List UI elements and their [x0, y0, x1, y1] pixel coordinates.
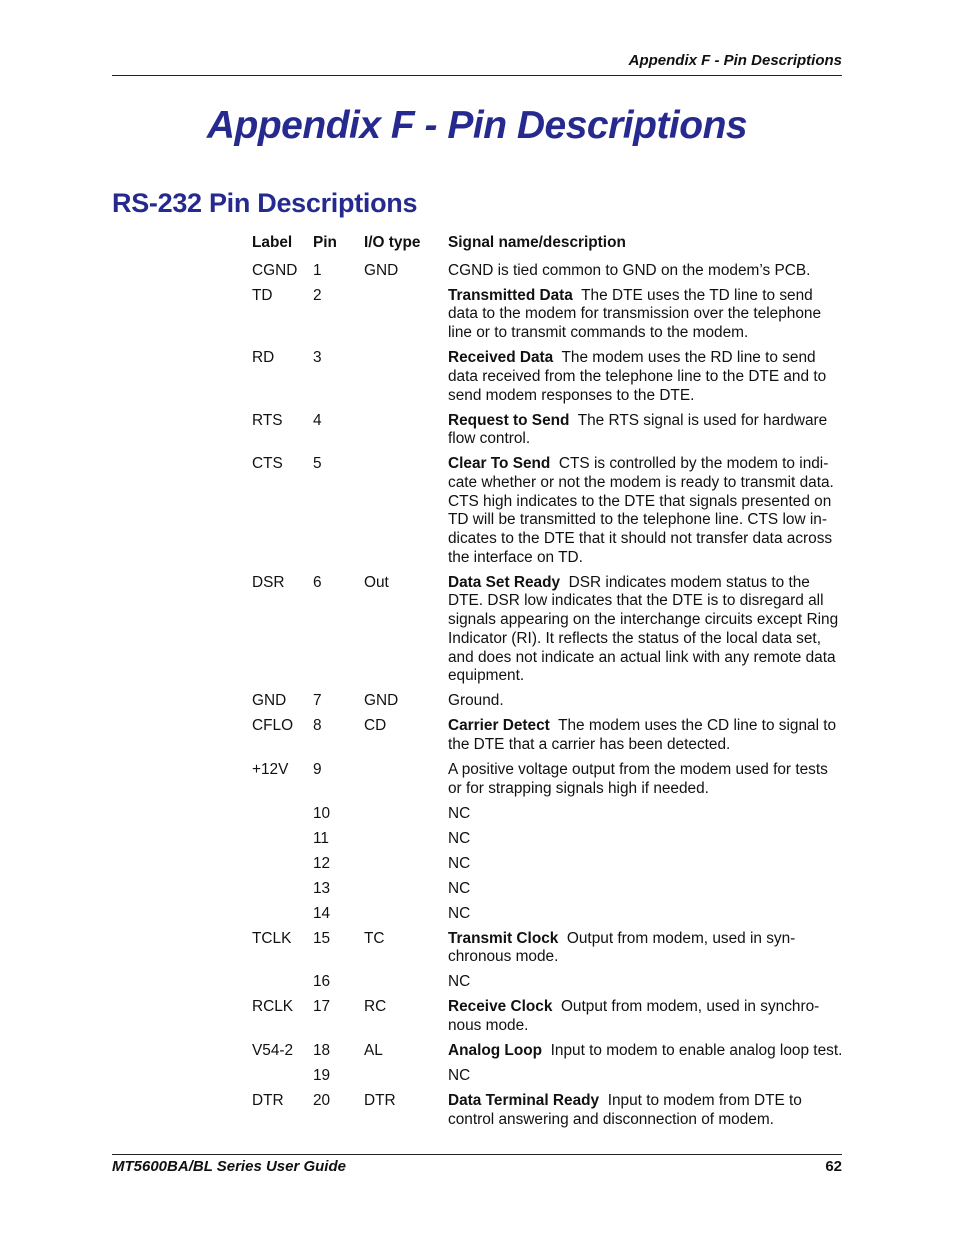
cell-pin: 20	[313, 1092, 331, 1110]
column-header-io-type: I/O type	[364, 234, 421, 251]
header-rule	[112, 75, 842, 76]
page-number: 62	[825, 1158, 842, 1175]
cell-description	[448, 998, 844, 1042]
table-row	[252, 1042, 844, 1067]
cell-pin: 2	[313, 286, 322, 304]
cell-label: GND	[252, 692, 287, 710]
signal-description: The modem uses the RD line to send data received from the telephone line to the DTE and to send modem responses to the DTE.	[448, 349, 827, 404]
cell-pin: 18	[313, 1042, 331, 1060]
cell-io-type	[364, 973, 448, 998]
cell-description	[448, 287, 844, 349]
cell-description	[448, 1092, 844, 1136]
cell-description	[448, 692, 844, 717]
cell-pin: 4	[313, 411, 322, 429]
cell-pin: 6	[313, 573, 322, 591]
cell-io-type	[364, 412, 448, 456]
signal-description: CTS is controlled by the modem to indi-cate whether or not the modem is ready to transmit data. CTS high indicates to the DTE that signals presented on TD will be transmitted to the telephone line. CTS low in-dicates to the DTE that it should not transfer data across the interface on TD.	[448, 455, 834, 566]
cell-pin: 19	[313, 1067, 331, 1085]
cell-label: RCLK	[252, 998, 294, 1016]
cell-pin: 14	[313, 904, 331, 922]
cell-io-type	[364, 830, 448, 855]
table-row	[252, 855, 844, 880]
cell-description	[448, 855, 844, 880]
cell-label: TCLK	[252, 929, 292, 947]
cell-io-type: RC	[364, 998, 387, 1016]
cell-description	[448, 1042, 844, 1067]
signal-name: Carrier Detect	[448, 717, 550, 735]
cell-label	[252, 973, 307, 998]
cell-label: CGND	[252, 261, 298, 279]
signal-description: A positive voltage output from the modem used for tests or for strapping signals high if needed.	[448, 760, 828, 797]
cell-label: CTS	[252, 455, 283, 473]
cell-pin: 13	[313, 879, 331, 897]
signal-description: Ground.	[448, 692, 504, 710]
cell-label: V54-2	[252, 1042, 294, 1060]
table-row	[252, 574, 844, 693]
cell-description	[448, 930, 844, 974]
signal-name: Request to Send	[448, 411, 570, 429]
cell-label: RTS	[252, 411, 283, 429]
cell-description	[448, 349, 844, 411]
table-header-row	[252, 234, 844, 262]
table-row	[252, 692, 844, 717]
cell-label	[252, 880, 307, 905]
table-row	[252, 761, 844, 805]
cell-description	[448, 805, 844, 830]
page-title: Appendix F - Pin Descriptions	[206, 104, 748, 147]
signal-name: Transmit Clock	[448, 929, 559, 947]
cell-description	[448, 973, 844, 998]
table-row	[252, 412, 844, 456]
cell-label: DTR	[252, 1092, 284, 1110]
cell-description	[448, 262, 844, 287]
cell-label	[252, 905, 307, 930]
signal-description: NC	[448, 1067, 471, 1085]
signal-description: DSR indicates modem status to the DTE. DSR low indicates that the DTE is to disregard all signals appearing on the interchange circuits except Ring Indicator (RI). It reflects the status of the local data set, and does not indicate an actual link with any remote data equipment.	[448, 573, 839, 685]
cell-pin: 9	[313, 760, 322, 778]
signal-description: Input to modem to enable analog loop test.	[550, 1042, 843, 1060]
cell-description	[448, 412, 844, 456]
cell-io-type: GND	[364, 261, 399, 279]
signal-description: NC	[448, 829, 471, 847]
table-row	[252, 830, 844, 855]
cell-description	[448, 1067, 844, 1092]
signal-description: The DTE uses the TD line to send data to the modem for transmission over the telephone line or to transmit commands to the modem.	[448, 286, 822, 342]
pin-table	[252, 234, 844, 1136]
signal-name: Transmitted Data	[448, 286, 573, 304]
cell-pin: 5	[313, 455, 322, 473]
signal-name: Received Data	[448, 349, 554, 367]
cell-description	[448, 830, 844, 855]
signal-name: Receive Clock	[448, 998, 553, 1016]
cell-io-type	[364, 349, 448, 411]
signal-description: Input to modem from DTE to control answering and disconnection of modem.	[448, 1092, 802, 1128]
signal-description: NC	[448, 854, 471, 872]
signal-description: NC	[448, 973, 471, 991]
cell-label	[252, 855, 307, 880]
cell-pin: 15	[313, 929, 331, 947]
table-row	[252, 455, 844, 574]
table-row	[252, 717, 844, 761]
table-row	[252, 930, 844, 974]
cell-io-type	[364, 905, 448, 930]
table-row	[252, 1092, 844, 1136]
signal-description: NC	[448, 804, 471, 822]
cell-io-type	[364, 287, 448, 349]
footer-guide-title: MT5600BA/BL Series User Guide	[112, 1158, 346, 1175]
cell-io-type	[364, 855, 448, 880]
cell-label: RD	[252, 349, 275, 367]
cell-io-type	[364, 805, 448, 830]
signal-description: The modem uses the CD line to signal to the DTE that a carrier has been detected.	[448, 717, 837, 753]
cell-label: +12V	[252, 760, 289, 778]
cell-io-type: TC	[364, 929, 385, 947]
signal-description: NC	[448, 904, 471, 922]
table-row	[252, 1067, 844, 1092]
cell-label: CFLO	[252, 717, 294, 735]
cell-io-type: DTR	[364, 1092, 396, 1110]
column-header-pin: Pin	[313, 234, 337, 251]
cell-io-type	[364, 761, 448, 805]
cell-label: DSR	[252, 573, 285, 591]
cell-pin: 8	[313, 717, 322, 735]
column-header-description: Signal name/description	[448, 234, 626, 251]
signal-name: Data Terminal Ready	[448, 1092, 600, 1110]
signal-description: CGND is tied common to GND on the modem’s PCB.	[448, 261, 811, 279]
section-title: RS-232 Pin Descriptions	[112, 188, 418, 218]
pin-table-body	[252, 262, 844, 1136]
cell-pin: 17	[313, 998, 331, 1016]
table-row	[252, 998, 844, 1042]
cell-pin: 10	[313, 804, 331, 822]
cell-io-type: CD	[364, 717, 387, 735]
cell-description	[448, 761, 844, 805]
cell-description	[448, 905, 844, 930]
table-row	[252, 287, 844, 349]
table-row	[252, 880, 844, 905]
cell-description	[448, 880, 844, 905]
signal-description: Output from modem, used in synchro-nous mode.	[448, 998, 820, 1035]
cell-pin: 11	[313, 829, 329, 847]
cell-io-type: AL	[364, 1042, 383, 1060]
cell-io-type	[364, 880, 448, 905]
signal-name: Data Set Ready	[448, 573, 561, 591]
signal-name: Clear To Send	[448, 455, 551, 473]
cell-io-type: GND	[364, 692, 399, 710]
table-row	[252, 973, 844, 998]
cell-label	[252, 1067, 307, 1092]
cell-label: TD	[252, 286, 273, 304]
table-row	[252, 262, 844, 287]
table-row	[252, 805, 844, 830]
signal-description: The RTS signal is used for hardware flow control.	[448, 411, 828, 448]
cell-label	[252, 805, 307, 830]
footer-rule	[112, 1154, 842, 1155]
cell-pin: 12	[313, 854, 331, 872]
cell-pin: 3	[313, 349, 322, 367]
cell-io-type	[364, 1067, 448, 1092]
signal-name: Analog Loop	[448, 1042, 543, 1060]
cell-pin: 16	[313, 973, 331, 991]
cell-description	[448, 455, 844, 574]
column-header-label: Label	[252, 234, 293, 251]
running-header: Appendix F - Pin Descriptions	[628, 52, 842, 69]
table-row	[252, 905, 844, 930]
cell-description	[448, 574, 844, 693]
cell-label	[252, 830, 307, 855]
cell-description	[448, 717, 844, 761]
signal-description: NC	[448, 879, 471, 897]
cell-pin: 7	[313, 692, 322, 710]
cell-io-type: Out	[364, 573, 389, 591]
signal-description: Output from modem, used in syn-chronous mode.	[448, 929, 796, 966]
cell-pin: 1	[313, 261, 322, 279]
table-row	[252, 349, 844, 411]
cell-io-type	[364, 455, 448, 574]
